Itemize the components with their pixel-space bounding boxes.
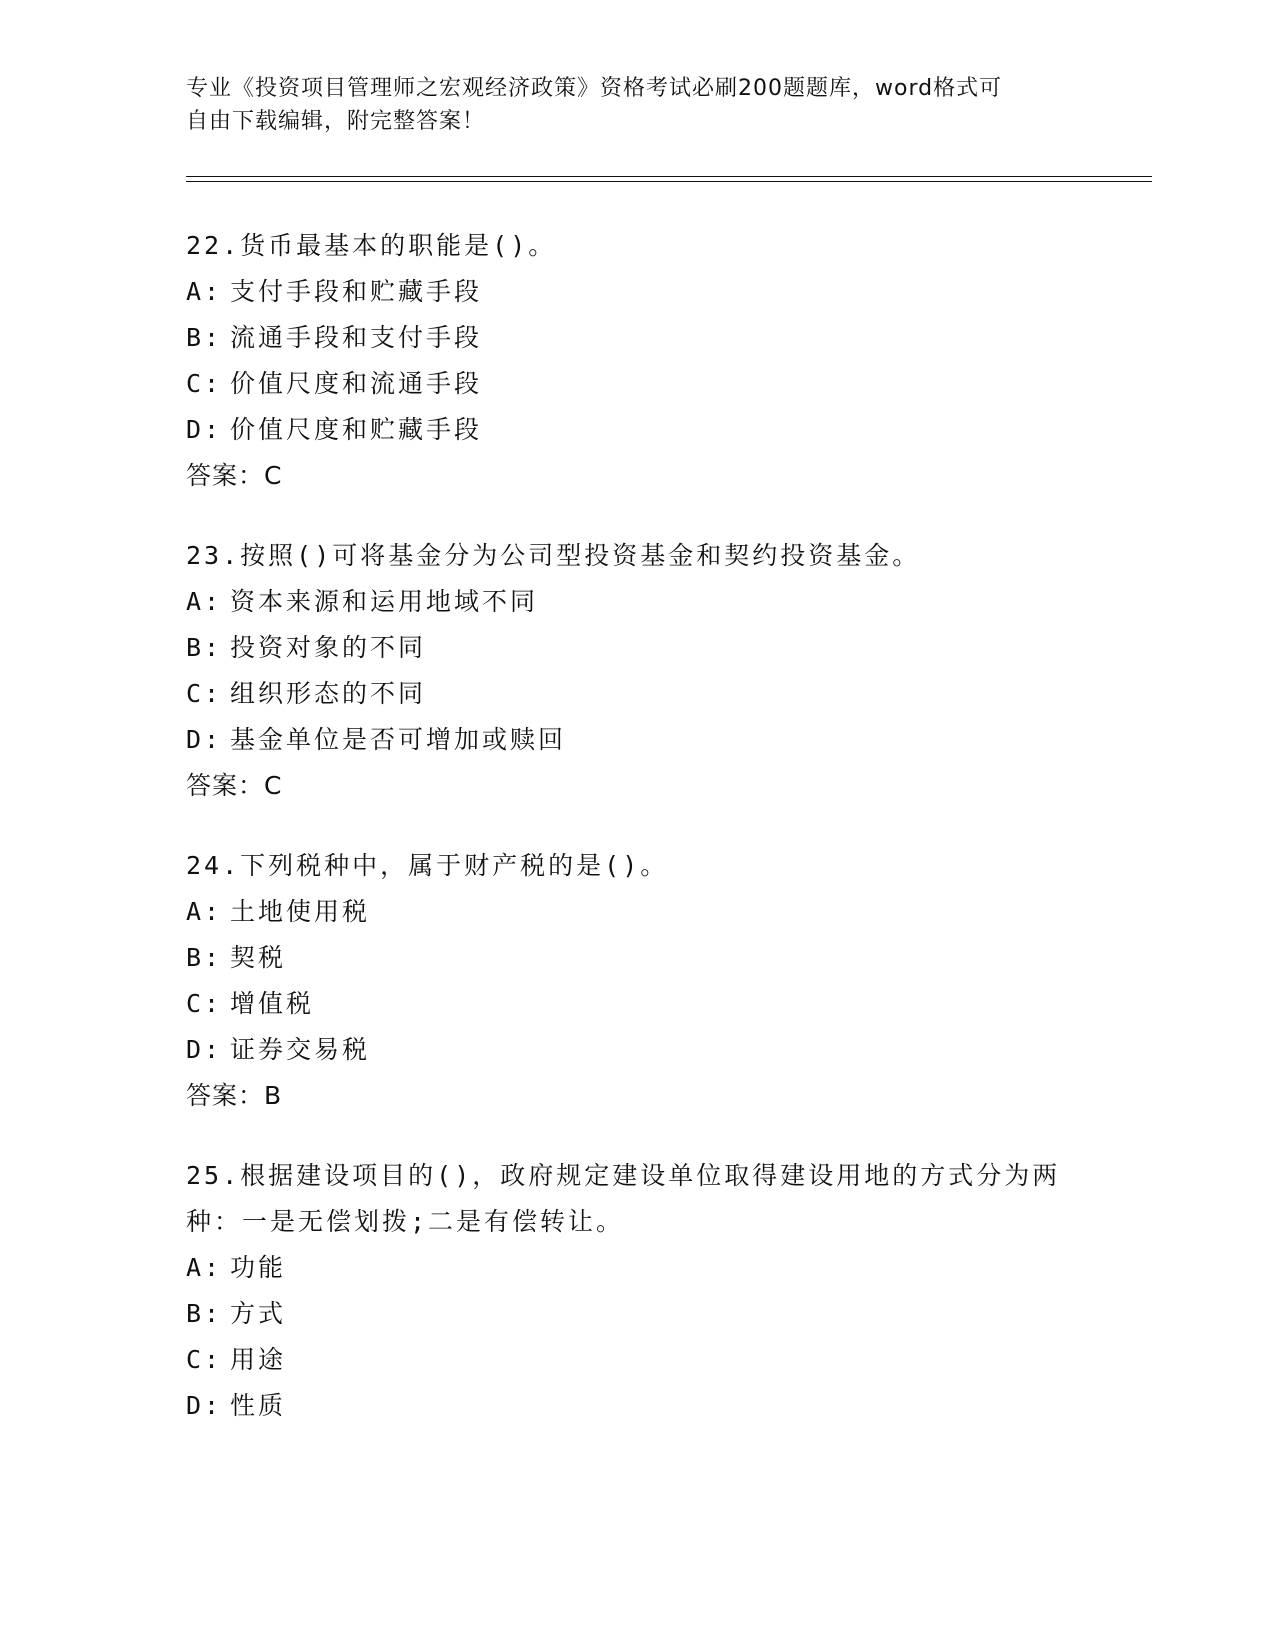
option-d (186, 717, 1086, 763)
question-24 (186, 843, 1086, 1119)
option-text: 投资对象的不同 (230, 633, 427, 662)
option-text: 支付手段和贮藏手段 (230, 277, 483, 306)
header-line-2: 自由下载编辑，附完整答案！ (186, 109, 486, 134)
option-letter: A: (186, 277, 223, 306)
question-title: 24.下列税种中，属于财产税的是()。 (186, 851, 669, 880)
option-d (186, 1027, 1086, 1073)
option-a (186, 1245, 1066, 1291)
answer-line: 答案：B (186, 1081, 283, 1110)
option-text: 流通手段和支付手段 (230, 323, 483, 352)
option-text: 方式 (230, 1299, 287, 1328)
option-letter: B: (186, 943, 223, 972)
option-text: 增值税 (230, 989, 315, 1018)
option-letter: C: (186, 989, 223, 1018)
option-b (186, 625, 1086, 671)
option-text: 资本来源和运用地域不同 (230, 587, 539, 616)
option-letter: A: (186, 897, 223, 926)
option-text: 性质 (230, 1391, 287, 1420)
option-letter: A: (186, 587, 223, 616)
option-text: 证券交易税 (230, 1035, 371, 1064)
option-c (186, 981, 1086, 1027)
option-letter: D: (186, 725, 223, 754)
header-divider-top (186, 176, 1152, 177)
option-text: 基金单位是否可增加或赎回 (230, 725, 567, 754)
option-letter: D: (186, 1391, 223, 1420)
option-text: 价值尺度和贮藏手段 (230, 415, 483, 444)
option-d (186, 407, 1086, 453)
document-header (186, 72, 1066, 138)
answer-line: 答案：C (186, 771, 283, 800)
option-letter: C: (186, 369, 223, 398)
option-b (186, 935, 1086, 981)
option-text: 组织形态的不同 (230, 679, 427, 708)
option-text: 价值尺度和流通手段 (230, 369, 483, 398)
option-d (186, 1383, 1066, 1429)
option-b (186, 1291, 1066, 1337)
option-letter: A: (186, 1253, 223, 1282)
option-c (186, 361, 1086, 407)
option-b (186, 315, 1086, 361)
header-divider-bottom (186, 181, 1152, 182)
question-title: 25.根据建设项目的()，政府规定建设单位取得建设用地的方式分为两种：一是无偿划拨;二是有偿转让。 (186, 1161, 1061, 1236)
question-23 (186, 533, 1086, 809)
question-title: 22.货币最基本的职能是()。 (186, 231, 557, 260)
option-text: 功能 (230, 1253, 287, 1282)
option-a (186, 889, 1086, 935)
question-25 (186, 1153, 1066, 1429)
option-letter: B: (186, 633, 223, 662)
option-letter: D: (186, 1035, 223, 1064)
option-letter: C: (186, 679, 223, 708)
option-text: 契税 (230, 943, 287, 972)
header-line-1: 专业《投资项目管理师之宏观经济政策》资格考试必刷200题题库，word格式可 (186, 76, 1003, 101)
option-letter: B: (186, 1299, 223, 1328)
option-letter: C: (186, 1345, 223, 1374)
option-text: 用途 (230, 1345, 287, 1374)
option-text: 土地使用税 (230, 897, 371, 926)
option-letter: B: (186, 323, 223, 352)
option-a (186, 579, 1086, 625)
option-c (186, 671, 1086, 717)
option-letter: D: (186, 415, 223, 444)
answer-line: 答案：C (186, 461, 283, 490)
option-c (186, 1337, 1066, 1383)
question-title: 23.按照()可将基金分为公司型投资基金和契约投资基金。 (186, 541, 921, 570)
question-22 (186, 223, 1086, 499)
option-a (186, 269, 1086, 315)
